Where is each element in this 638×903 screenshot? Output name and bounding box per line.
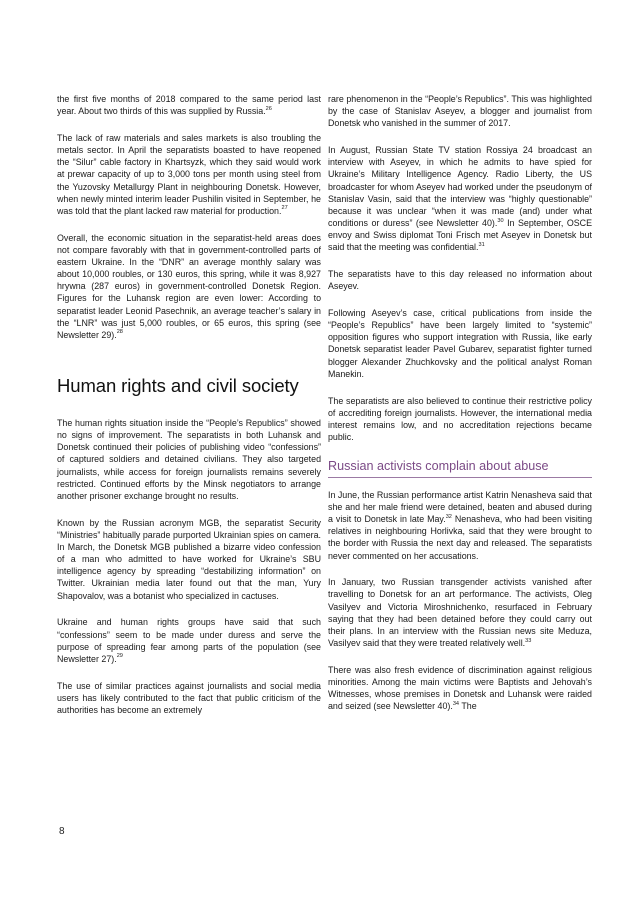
footnote-ref: 31 [478, 241, 485, 248]
paragraph: Overall, the economic situation in the separatist-held areas does not compare favorably with that in government-controlled parts of eastern Ukraine. In the “DNR” an average monthly salary was about 10,000 roubles, or 130 euros, this spring, while it was 8,927 hrywna (287 euros) in government-controlled Donetsk Region. Figures for the Luhansk region are even lower: According to separatist leader Leonid Pasechnik, an average teacher’s salary in the “LNR” was just 5,000 roubles, or 65 euros, this spring (see Newsletter 29).$^{28}$ [57, 232, 321, 340]
paragraph: The human rights situation inside the “People’s Republics” showed no signs of improvement. The separatists in both Luhansk and Donetsk continued their policies of publishing video “confessions” of captured soldiers and detained civilians. They also targeted journalists, while access for foreign journalists remains severely restricted. Continued efforts by the Minsk negotiators to arrange another prisoner exchange brought no results. [57, 418, 321, 501]
paragraph: Known by the Russian acronym MGB, the separatist Security “Ministries” habitually parade purported Ukrainian spies on camera. In March, the Donetsk MGB published a bizarre video confession of a man who admitted to have worked for Ukraine’s SBU intelligence agency by spreading “destabilizing information” on Twitter. Ukrainian media later found out that the man, Yury Shapovalov, was a botanist who specialized in cactuses. [57, 517, 321, 601]
footnote-ref: 30 [497, 217, 504, 224]
sub-heading: Russian activists complain about abuse [328, 458, 592, 478]
footnote-ref: 32 [445, 513, 452, 520]
paragraph: In January, two Russian transgender activists vanished after travelling to Donetsk for an art performance. The activists, Oleg Vasilyev and Victoria Miroshnichenko, resurfaced in February saying that they had been detained before they could carry out their plans. In an interview with the Russian news site Meduza, Vasilyev said that they were treated relatively well.$^{33}$ [328, 577, 592, 649]
paragraph: The lack of raw materials and sales markets is also troubling the metals sector. In April the separatists boasted to have reopened the “Silur” cable factory in Khartsyzk, which they said would work at prewar capacity of up to 3,000 tons per month using steel from the Yuzovsky Metallurgy Plant in neighbouring Donetsk. However, when newly minted interim leader Pushilin visited in September, he was told that the plant lacked raw material for production.$^{27}$ [57, 132, 321, 216]
paragraph: rare phenomenon in the “People’s Republics”. This was highlighted by the case of Stanislav Aseyev, a blogger and journalist from Donetsk who vanished in the summer of 2017. [328, 94, 592, 129]
paragraph: Following Aseyev’s case, critical publications from inside the “People’s Republics” have been largely limited to “systemic” opposition figures who support integration with Russia, like early Donetsk separatist leader Pavel Gubarev, separatist fighter turned blogger Alexander Zhuchkovsky and the political analyst Roman Manekin. [328, 307, 592, 379]
left-column [57, 93, 321, 731]
page-number: 8 [59, 826, 65, 837]
right-column [328, 93, 592, 727]
footnote-ref: 28 [116, 329, 123, 336]
paragraph: The separatists are also believed to continue their restrictive policy of accrediting foreign journalists. However, the international media interest remains low, and no accreditation rejections became public. [328, 395, 592, 442]
paragraph: In August, Russian State TV station Rossiya 24 broadcast an interview with Aseyev, in which he admits to have spied for Ukraine’s Military Intelligence Agency. Radio Liberty, the US broadcaster for whom Aseyev had worked under the pseudonym of Stanislav Vasin, said that the interview was “highly questionable” because it was unclear “when it was made (and) under what conditions or duress” (see Newsletter 40).$^{30}$ In September, OSCE envoy and Swiss diplomat Toni Frisch met Aseyev in Donetsk but said that the meeting was confidential.$^{31}$ [328, 145, 592, 253]
footnote-ref: 27 [281, 205, 288, 212]
footnote-ref: 26 [265, 105, 272, 112]
footnote-ref: 34 [452, 700, 460, 707]
paragraph: There was also fresh evidence of discrimination against religious minorities. Among the main victims were Baptists and Jehovah’s Witnesses, whose premises in Donetsk and Luhansk were raided and seized (see Newsletter 40).$^{34}$ The [328, 664, 592, 712]
paragraph: In June, the Russian performance artist Katrin Nenasheva said that she and her male friend were detained, beaten and abused during a visit to Donetsk in late May.$^{32}$ Nenasheva, who had been visiting relatives in neighbouring Horlivka, said that they were brought to the border with Russia the next day and released. The separatists never commented on her accusations. [328, 489, 593, 561]
footnote-ref: 29 [116, 653, 123, 660]
paragraph: The separatists have to this day released no information about Aseyev. [328, 269, 592, 292]
footnote-ref: 33 [525, 637, 532, 644]
paragraph: the first five months of 2018 compared to the same period last year. About two thirds of this was supplied by Russia.$^{26}$ [57, 94, 321, 117]
paragraph: Ukraine and human rights groups have said that such “confessions” seem to be made under duress and serve the purpose of spreading fear among parts of the population (see Newsletter 27).$^{29}$ [57, 617, 321, 664]
paragraph: The use of similar practices against journalists and social media users has likely contributed to the fact that public criticism of the authorities has become an extremely [57, 680, 321, 715]
section-heading: Human rights and civil society [57, 375, 299, 396]
